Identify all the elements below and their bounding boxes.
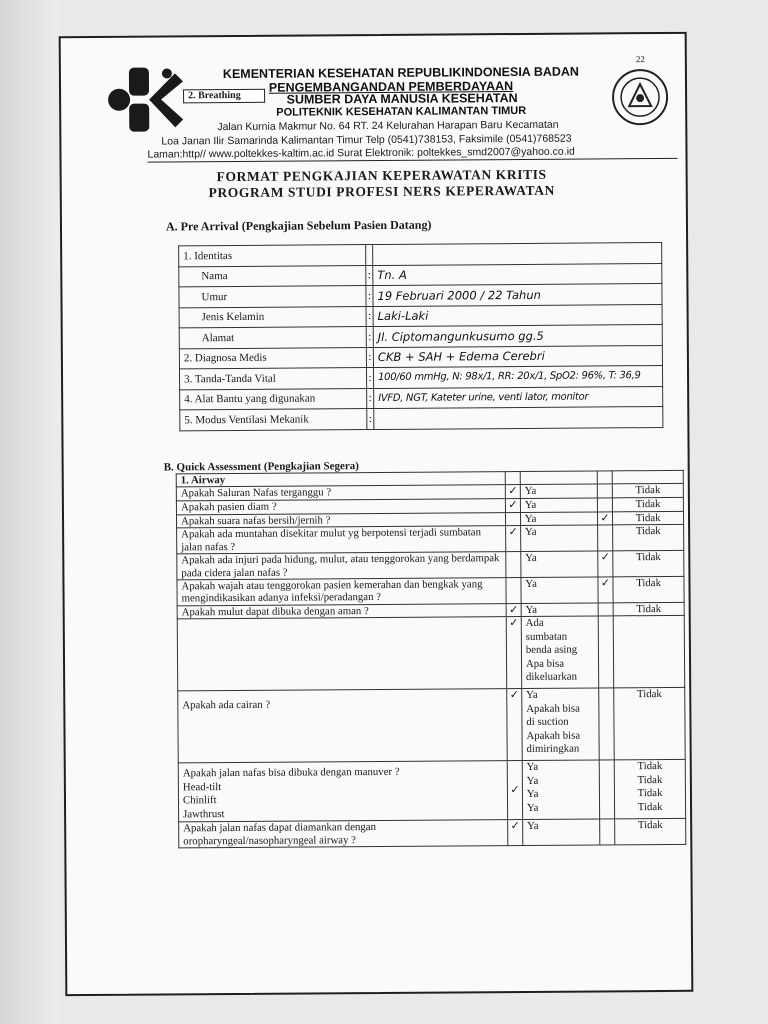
tidak-option: Tidak: [613, 576, 684, 602]
check-mark-icon: ✓: [597, 512, 612, 526]
row-colon: :: [366, 347, 373, 368]
check-mark-icon: ✓: [507, 617, 522, 689]
row-label: Jenis Kelamin: [179, 306, 366, 328]
ya-option: Ya: [526, 788, 539, 801]
row-colon: :: [366, 327, 373, 348]
sumbatan-options: [521, 616, 598, 689]
ya-option: Ya: [520, 512, 597, 526]
tidak-option: Tidak: [613, 511, 684, 525]
scan-margin: [0, 0, 60, 1024]
form-title: FORMAT PENGKAJIAN KEPERAWATAN KRITIS: [216, 166, 547, 185]
address-line-2: Loa Janan Ilir Samarinda Kalimantan Timur Telp (0541)738153, Faksimile (0541)768523: [161, 132, 572, 148]
identity-table: [178, 242, 663, 431]
check-cell: [598, 616, 614, 688]
row-colon: :: [367, 388, 374, 409]
tidak-option: Tidak: [613, 602, 684, 616]
address-line-3: Laman:http// www.poltekkes-kaltim.ac.id Surat Elektronik: poltekkes_smd2007@yahoo.co.id: [147, 145, 575, 161]
row-label: Umur: [179, 286, 366, 308]
check-cell: [597, 471, 612, 485]
tidak-option: Tidak: [637, 800, 663, 814]
check-mark-icon: [598, 603, 613, 617]
ya-option: Ya: [526, 801, 539, 814]
check-cell: [599, 760, 615, 819]
tidak-option: Tidak: [612, 484, 683, 498]
row-value: [373, 242, 662, 265]
tidak-option: Tidak: [637, 773, 663, 787]
quick-assessment-table: [176, 470, 687, 849]
row-label: 2. Diagnosa Medis: [179, 347, 366, 369]
option-line: Ya: [526, 689, 538, 702]
row-value-handwritten: 100/60 mmHg, N: 98x/1, RR: 20x/1, SpO2: 96%, T: 36,9: [373, 365, 662, 388]
header-line-3: SUMBER DAYA MANUSIA KESEHATAN: [286, 91, 518, 107]
ya-option: Ya: [521, 603, 598, 617]
manuver-question: [178, 761, 508, 822]
ya-option: Ya: [520, 498, 597, 512]
question: Apakah ada injuri pada hidung, mulut, atau tenggorokan yang berdampak pada cidera jalan nafas ?: [177, 552, 506, 580]
ministry-logo-icon: [105, 63, 186, 136]
row-value-handwritten: Tn. A: [373, 263, 662, 286]
tidak-option: Tidak: [637, 787, 663, 800]
question: Apakah jalan nafas dapat diamankan dengan oropharyngeal/nasopharyngeal airway ?: [179, 820, 508, 848]
check-mark-icon: ✓: [598, 577, 614, 603]
cairan-options: [522, 688, 599, 761]
table-row: [178, 688, 685, 764]
option-line: benda asing: [525, 644, 578, 657]
check-cell: [506, 471, 521, 485]
check-mark-icon: ✓: [506, 526, 521, 552]
table-row: [177, 616, 684, 692]
row-value-handwritten: CKB + SAH + Edema Cerebri: [373, 345, 662, 368]
question-empty: [177, 617, 507, 691]
question-line: Head-tilt: [182, 780, 222, 794]
check-mark-icon: ✓: [506, 485, 521, 499]
option-line: Apa bisa: [525, 657, 565, 670]
question: Apakah mulut dapat dibuka dengan aman ?: [177, 603, 506, 619]
row-label: 4. Alat Bantu yang digunakan: [180, 388, 367, 410]
row-value-handwritten: Laki-Laki: [373, 304, 662, 327]
question: Apakah Saluran Nafas terganggu ?: [176, 485, 505, 501]
tidak-option: Tidak: [614, 688, 685, 760]
row-label: Nama: [179, 265, 366, 287]
ya-cell: [520, 471, 597, 485]
manuver-tidak: [614, 760, 685, 819]
row-colon: :: [366, 368, 373, 389]
header-line-4: POLITEKNIK KESEHATAN KALIMANTAN TIMUR: [276, 104, 527, 119]
row-value-handwritten: IVFD, NGT, Kateter urine, venti lator, monitor: [374, 386, 663, 409]
row-value-handwritten: Jl. Ciptomangunkusumo gg.5: [373, 324, 662, 347]
question: Apakah suara nafas bersih/jernih ?: [176, 512, 505, 528]
airway-label: 1. Airway: [176, 472, 505, 488]
row-colon: :: [366, 286, 373, 307]
row-label: 5. Modus Ventilasi Mekanik: [180, 409, 367, 431]
check-mark-icon: [597, 484, 612, 498]
check-mark-icon: [506, 577, 521, 603]
check-cell: [599, 688, 615, 760]
document-page: [59, 32, 694, 996]
tidak-option: Tidak: [613, 525, 684, 551]
option-line: di suction: [526, 716, 569, 729]
tidak-cell: [613, 616, 684, 688]
header-line-2: PENGEMBANGANDAN PEMBERDAYAAN: [268, 79, 514, 95]
question-line: Jawthrust: [183, 807, 225, 821]
check-mark-icon: ✓: [507, 689, 522, 761]
check-mark-icon: [597, 498, 612, 512]
question: Apakah ada muntahan disekitar mulut yg berpotensi terjadi sumbatan jalan nafas ?: [177, 526, 506, 554]
row-label: 3. Tanda-Tanda Vital: [179, 368, 366, 390]
check-mark-icon: [597, 525, 613, 551]
option-line: Apakah bisa: [526, 729, 581, 742]
form-subtitle: PROGRAM STUDI PROFESI NERS KEPERAWATAN: [208, 182, 555, 201]
option-line: Ada: [525, 617, 544, 630]
row-colon: :: [366, 306, 373, 327]
check-mark-icon: ✓: [598, 551, 614, 577]
table-row: [180, 406, 663, 430]
table-row: [179, 819, 686, 848]
row-label: 1. Identitas: [179, 245, 366, 267]
ya-option: Ya: [523, 819, 600, 845]
table-row: [178, 760, 685, 823]
option-line: sumbatan: [525, 630, 568, 643]
row-value-handwritten: 19 Februari 2000 / 22 Tahun: [373, 283, 662, 306]
poltekkes-seal-icon: [611, 68, 669, 126]
question: Apakah pasien diam ?: [176, 499, 505, 515]
check-mark-icon: [506, 512, 521, 526]
tidak-option: Tidak: [615, 819, 686, 845]
tidak-option: Tidak: [613, 497, 684, 511]
option-line: dikeluarkan: [525, 671, 578, 684]
tidak-cell: [612, 470, 683, 484]
check-mark-icon: ✓: [508, 820, 523, 846]
ya-option: Ya: [521, 551, 598, 577]
row-colon: :: [366, 265, 373, 286]
ya-option: Ya: [526, 774, 539, 787]
tidak-option: Tidak: [613, 550, 684, 576]
check-mark-icon: ✓: [508, 761, 523, 820]
page-number: 22: [635, 54, 645, 65]
tidak-option: Tidak: [637, 760, 663, 773]
ya-option: Ya: [521, 577, 598, 603]
section-b-heading: B. Quick Assessment (Pengkajian Segera): [163, 460, 359, 474]
option-line: Apakah bisa: [526, 702, 580, 715]
ya-option: Ya: [520, 525, 597, 551]
row-label: Alamat: [179, 327, 366, 349]
option-line: dimiringkan: [526, 742, 580, 756]
ya-option: Ya: [526, 761, 539, 774]
question: Apakah wajah atau tenggorokan pasien kemerahan dan bengkak yang mengindikasikan adanya infeksi/peradangan ?: [177, 578, 506, 606]
table-row: [177, 576, 684, 605]
ya-option: Ya: [520, 484, 597, 498]
check-mark-icon: [506, 552, 521, 578]
row-colon: :: [367, 409, 374, 430]
header-line-1: KEMENTERIAN KESEHATAN REPUBLIKINDONESIA BADAN: [222, 64, 579, 82]
address-line-1: Jalan Kurnia Makmur No. 64 RT. 24 Kelurahan Harapan Baru Kecamatan: [217, 118, 559, 134]
breathing-tag: 2. Breathing: [183, 89, 265, 104]
question-line: Chinlift: [182, 794, 217, 807]
row-value: [374, 406, 663, 429]
section-a-heading: A. Pre Arrival (Pengkajian Sebelum Pasien Datang): [165, 217, 432, 234]
question-line: Apakah jalan nafas bisa dibuka dengan manuver ?: [182, 766, 400, 780]
manuver-ya: [522, 760, 599, 820]
check-cell: [599, 819, 615, 845]
check-mark-icon: ✓: [506, 499, 521, 513]
question: Apakah ada cairan ?: [178, 689, 508, 763]
check-mark-icon: ✓: [506, 603, 521, 617]
